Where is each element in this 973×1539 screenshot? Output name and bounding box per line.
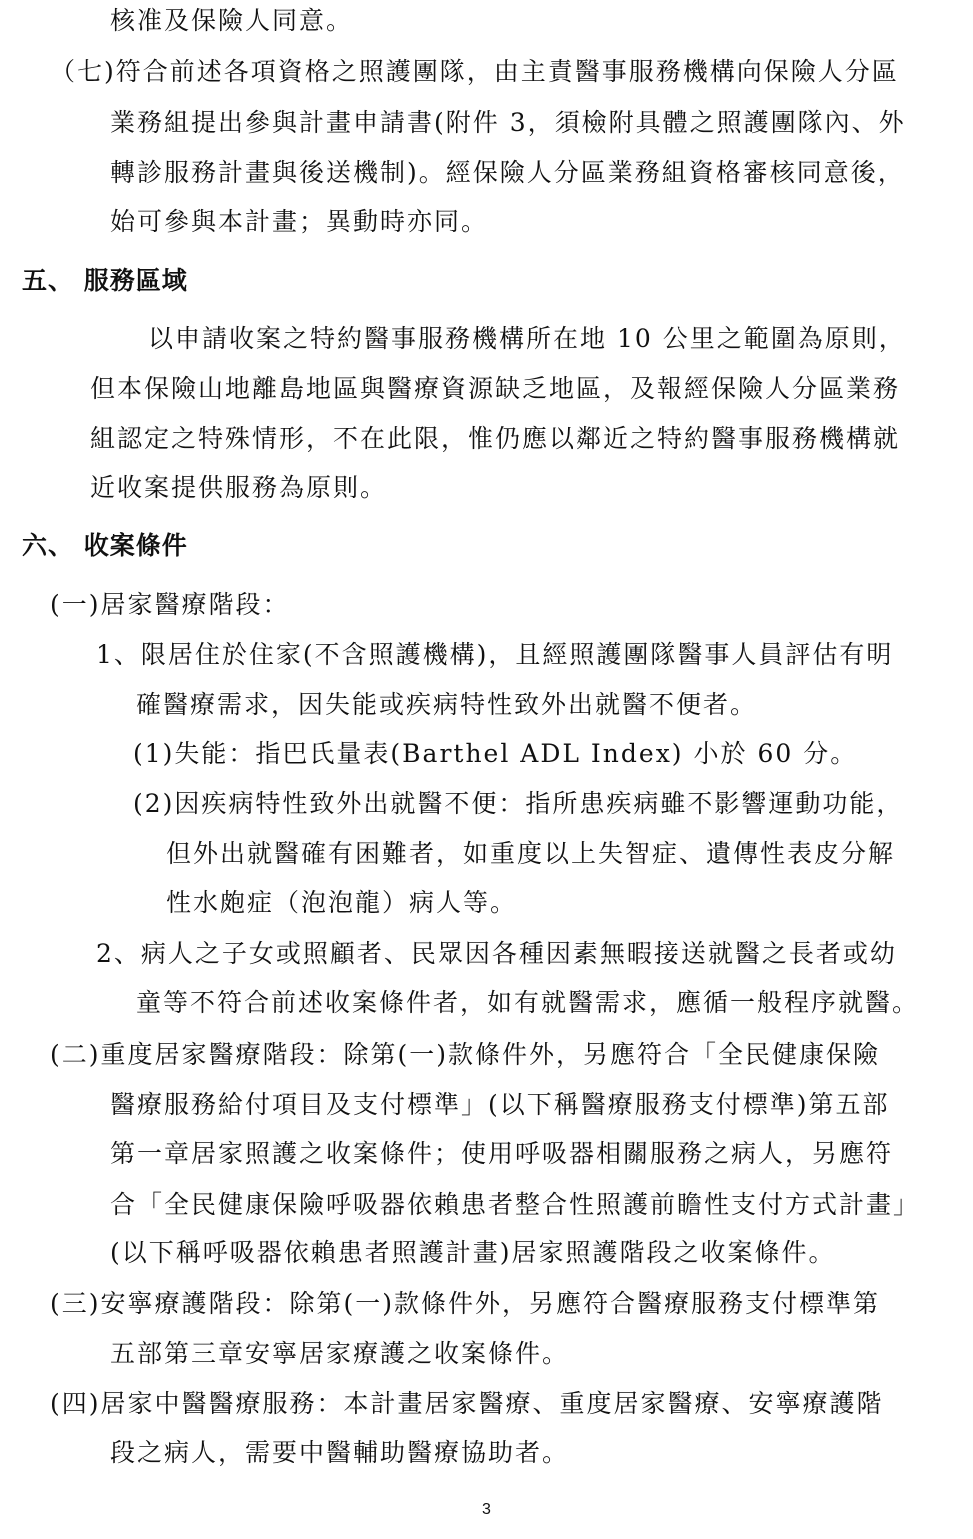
text-line: (一)居家醫療階段： xyxy=(50,590,290,619)
text-line: (二)重度居家醫療階段：除第(一)款條件外，另應符合「全民健康保險 xyxy=(50,1040,881,1069)
text-line: 性水皰症（泡泡龍）病人等。 xyxy=(166,888,518,917)
text-line: (三)安寧療護階段：除第(一)款條件外，另應符合醫療服務支付標準第 xyxy=(50,1289,881,1318)
text-line: 合「全民健康保險呼吸器依賴患者整合性照護前瞻性支付方式計畫」 xyxy=(110,1190,921,1219)
text-line: 醫療服務給付項目及支付標準」(以下稱醫療服務支付標準)第五部 xyxy=(110,1090,890,1119)
text-line: 確醫療需求，因失能或疾病特性致外出就醫不便者。 xyxy=(136,690,758,719)
text-line: 業務組提出參與計畫申請書(附件 3，須檢附具體之照護團隊內、外 xyxy=(110,108,906,137)
text-line: 1、限居住於住家(不含照護機構)，且經照護團隊醫事人員評估有明 xyxy=(96,640,894,669)
text-line: 轉診服務計畫與後送機制)。經保險人分區業務組資格審核同意後， xyxy=(110,158,905,187)
text-line: (以下稱呼吸器依賴患者照護計畫)居家照護階段之收案條件。 xyxy=(110,1238,836,1267)
text-line: 近收案提供服務為原則。 xyxy=(90,473,388,502)
text-line: 但本保險山地離島地區與醫療資源缺乏地區，及報經保險人分區業務 xyxy=(90,374,901,403)
text-line: 核准及保險人同意。 xyxy=(110,6,354,35)
text-line: (四)居家中醫醫療服務：本計畫居家醫療、重度居家醫療、安寧療護階 xyxy=(50,1389,884,1418)
text-line: 始可參與本計畫；異動時亦同。 xyxy=(110,207,489,236)
text-line: 以申請收案之特約醫事服務機構所在地 10 公里之範圍為原則， xyxy=(148,324,906,353)
text-line: (2)因疾病特性致外出就醫不便：指所患疾病雖不影響運動功能， xyxy=(133,789,904,818)
section-heading: 六、 收案條件 xyxy=(22,531,188,560)
text-line: 童等不符合前述收案條件者，如有就醫需求，應循一般程序就醫。 xyxy=(136,988,920,1017)
text-line: 段之病人，需要中醫輔助醫療協助者。 xyxy=(110,1438,570,1467)
text-line: （七)符合前述各項資格之照護團隊，由主責醫事服務機構向保險人分區 xyxy=(50,57,899,86)
text-line: 五部第三章安寧居家療護之收案條件。 xyxy=(110,1339,570,1368)
text-line: 但外出就醫確有困難者，如重度以上失智症、遺傳性表皮分解 xyxy=(166,839,896,868)
section-heading: 五、 服務區域 xyxy=(22,266,188,295)
text-line: 組認定之特殊情形，不在此限，惟仍應以鄰近之特約醫事服務機構就 xyxy=(90,424,901,453)
text-line: (1)失能：指巴氏量表(Barthel ADL Index) 小於 60 分。 xyxy=(133,739,858,768)
page-number: 3 xyxy=(482,1501,491,1518)
text-line: 2、病人之子女或照顧者、民眾因各種因素無暇接送就醫之長者或幼 xyxy=(96,939,897,968)
text-line: 第一章居家照護之收案條件；使用呼吸器相關服務之病人，另應符 xyxy=(110,1139,894,1168)
